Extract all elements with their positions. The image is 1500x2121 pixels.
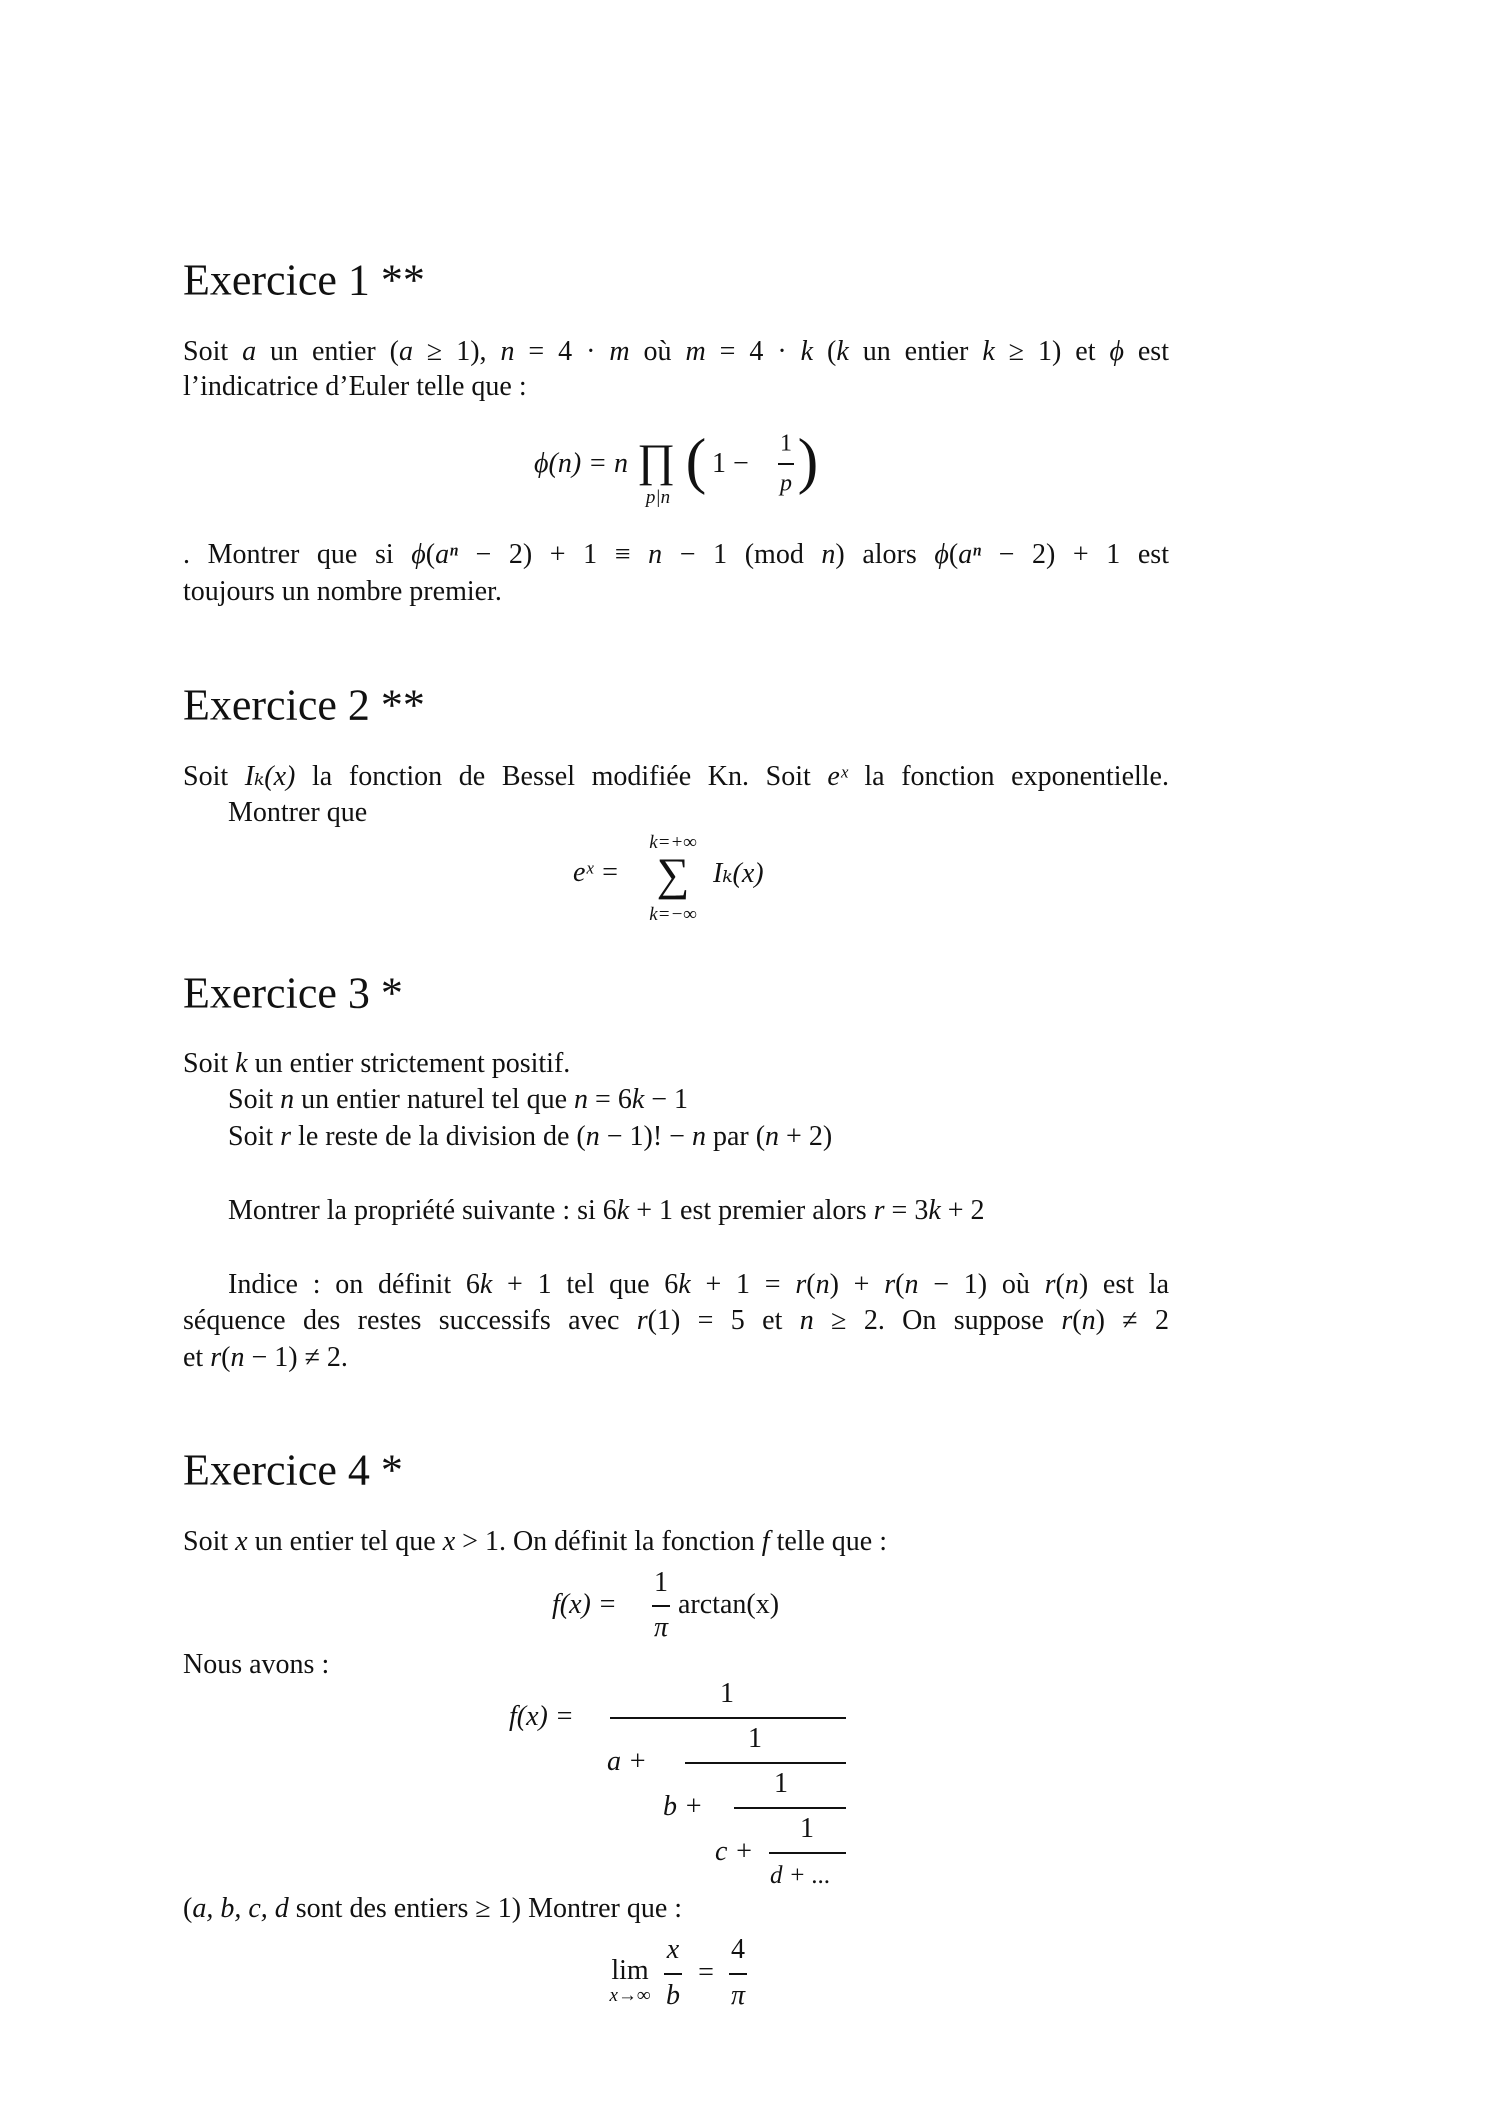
- text-segment: = 4 ·: [705, 336, 801, 367]
- term-c: c +: [715, 1836, 754, 1867]
- text-segment: séquence des restes successifs avec: [183, 1305, 637, 1336]
- formula-lhs: ϕ(n) = n: [534, 448, 629, 479]
- numerator: 1: [774, 1768, 788, 1799]
- math-symbol: r: [280, 1121, 292, 1152]
- text-segment: + 2): [779, 1121, 833, 1152]
- formula-lhs: f(x) =: [552, 1589, 617, 1620]
- fraction-numerator: 1: [780, 430, 792, 457]
- text-segment: la fonction de Bessel modifiée Kn. Soit: [295, 761, 828, 792]
- math-symbol: n: [904, 1269, 919, 1300]
- text-line: [183, 759, 1169, 793]
- text-segment: (: [183, 1893, 193, 1924]
- math-symbol: ϕ: [411, 539, 426, 570]
- numerator: 1: [720, 1678, 734, 1709]
- math-symbol: n: [230, 1342, 245, 1373]
- term-d: d + ...: [770, 1862, 831, 1889]
- text-segment: − 2) + 1 ≡: [457, 539, 649, 570]
- math-symbol: r: [795, 1269, 807, 1300]
- math-symbol: r: [1044, 1269, 1056, 1300]
- fraction-numerator: x: [666, 1934, 680, 1965]
- text-segment: (: [1072, 1305, 1082, 1336]
- text-segment: (: [221, 1342, 231, 1373]
- text-segment: Soit: [183, 761, 245, 792]
- fraction-bar: [729, 1973, 747, 1975]
- text-segment: un entier: [848, 336, 983, 367]
- formula-term: 1 −: [712, 448, 749, 479]
- fraction-denominator: π: [730, 1980, 746, 2011]
- text-segment: par (: [705, 1121, 766, 1152]
- math-symbol: eˣ: [827, 761, 848, 792]
- fraction-denominator: p: [780, 470, 792, 497]
- text-segment: Soit: [228, 1121, 281, 1152]
- math-symbol: aⁿ: [435, 539, 458, 570]
- math-symbol: a: [398, 336, 413, 367]
- math-symbol: n: [585, 1121, 600, 1152]
- math-symbol: k: [616, 1195, 630, 1226]
- math-symbol: r: [884, 1269, 896, 1300]
- text-segment: ) alors: [835, 539, 935, 570]
- text-segment: (: [425, 539, 436, 570]
- text-line: [183, 539, 1169, 571]
- text-segment: un entier (: [256, 336, 399, 367]
- text-segment: (: [895, 1269, 905, 1300]
- equals-sign: =: [698, 1957, 714, 1988]
- math-symbol: r: [210, 1342, 222, 1373]
- text-line: [183, 371, 1169, 403]
- math-symbol: ϕ: [1109, 336, 1124, 367]
- text-segment: ) +: [829, 1269, 885, 1300]
- text-segment: (: [806, 1269, 816, 1300]
- text-segment: Montrer que: [228, 797, 368, 828]
- text-segment: − 1 (mod: [662, 539, 822, 570]
- math-symbol: k: [235, 1048, 248, 1079]
- math-symbol: r: [636, 1305, 648, 1336]
- exercise-2-title: Exercice 2 **: [183, 680, 425, 730]
- text-segment: la fonction exponentielle.: [847, 761, 1169, 792]
- math-symbol: n: [815, 1269, 830, 1300]
- math-symbol: n: [691, 1121, 706, 1152]
- text-segment: > 1. On définit la fonction: [455, 1526, 762, 1557]
- math-symbol: n: [280, 1084, 295, 1115]
- product-subscript: p|n: [645, 487, 671, 508]
- text-segment: ≥ 1) et: [994, 336, 1110, 367]
- text-line: [183, 1305, 1169, 1337]
- text-segment: + 2: [940, 1195, 985, 1226]
- text-segment: un entier tel que: [247, 1526, 443, 1557]
- math-symbol: n: [821, 539, 836, 570]
- text-line: [183, 1526, 1169, 1558]
- text-line: [228, 1269, 1169, 1301]
- sum-lower-limit: k=−∞: [649, 904, 697, 925]
- text-segment: ) ≠ 2: [1095, 1305, 1169, 1336]
- text-segment: − 1: [644, 1084, 689, 1115]
- text-segment: est: [1123, 336, 1169, 367]
- text-segment: un entier naturel tel que: [294, 1084, 575, 1115]
- text-segment: + 1 =: [690, 1269, 796, 1300]
- math-symbol: n: [574, 1084, 589, 1115]
- math-symbol: x: [235, 1526, 248, 1557]
- formula-lhs: eˣ =: [573, 857, 620, 888]
- math-symbol: a: [242, 336, 257, 367]
- math-symbol: k: [836, 336, 849, 367]
- math-symbol: a, b, c, d: [192, 1893, 289, 1924]
- text-line: [228, 1084, 1169, 1116]
- text-segment: Nous avons :: [183, 1649, 330, 1680]
- fraction-bar: [664, 1973, 682, 1975]
- text-segment: = 4 ·: [514, 336, 610, 367]
- text-line: [183, 1048, 1169, 1080]
- math-symbol: k: [928, 1195, 941, 1226]
- text-segment: − 1) où: [918, 1269, 1045, 1300]
- sum-upper-limit: k=+∞: [649, 832, 697, 853]
- math-symbol: n: [1064, 1269, 1079, 1300]
- formula-rhs: Iₖ(x): [713, 858, 764, 889]
- math-symbol: Iₖ(x): [244, 761, 296, 792]
- right-paren: ): [797, 427, 819, 496]
- math-symbol: n: [648, 539, 663, 570]
- math-symbol: n: [799, 1305, 814, 1336]
- text-segment: . Montrer que si: [183, 539, 412, 570]
- text-segment: = 6: [588, 1084, 632, 1115]
- math-symbol: f: [761, 1526, 770, 1557]
- text-segment: ) est la: [1078, 1269, 1169, 1300]
- fraction-bar: [734, 1807, 846, 1809]
- term-b: b +: [663, 1791, 703, 1822]
- text-segment: − 1)! −: [599, 1121, 692, 1152]
- math-symbol: n: [765, 1121, 780, 1152]
- fraction-numerator: 1: [654, 1567, 668, 1598]
- text-segment: (: [813, 336, 837, 367]
- text-segment: ≥ 1),: [412, 336, 501, 367]
- text-segment: (: [1055, 1269, 1065, 1300]
- text-segment: et: [183, 1342, 211, 1373]
- product-symbol: ∏: [637, 434, 675, 486]
- text-segment: Soit: [183, 1526, 236, 1557]
- math-symbol: n: [1081, 1305, 1096, 1336]
- text-segment: Soit: [183, 336, 243, 367]
- math-symbol: x: [442, 1526, 456, 1557]
- term-a: a +: [607, 1746, 647, 1777]
- text-segment: ≥ 2. On suppose: [813, 1305, 1062, 1336]
- math-symbol: r: [873, 1195, 885, 1226]
- text-segment: (: [948, 539, 959, 570]
- math-symbol: ϕ: [934, 539, 949, 570]
- text-segment: toujours un nombre premier.: [183, 576, 502, 607]
- text-segment: où: [629, 336, 686, 367]
- exercise-3-title: Exercice 3 *: [183, 968, 403, 1018]
- text-segment: − 1) ≠ 2.: [244, 1342, 348, 1373]
- fraction-bar: [652, 1605, 670, 1607]
- text-line: [228, 1121, 1169, 1153]
- text-segment: Soit: [183, 1048, 236, 1079]
- text-segment: = 3: [884, 1195, 929, 1226]
- text-line: [228, 1195, 1169, 1227]
- text-segment: Soit: [228, 1084, 281, 1115]
- numerator: 1: [800, 1813, 814, 1844]
- numerator: 1: [748, 1723, 762, 1754]
- text-line: [183, 1893, 1169, 1925]
- formula-lhs: f(x) =: [509, 1701, 574, 1732]
- exercise-1-title: Exercice 1 **: [183, 255, 425, 305]
- text-segment: sont des entiers ≥ 1) Montrer que :: [288, 1893, 683, 1924]
- math-symbol: m: [609, 336, 630, 367]
- text-line: [183, 1342, 1169, 1374]
- sum-symbol: ∑: [656, 848, 690, 900]
- text-segment: + 1 est premier alors: [629, 1195, 874, 1226]
- math-symbol: k: [479, 1269, 493, 1300]
- left-paren: (: [685, 427, 707, 496]
- math-symbol: m: [685, 336, 706, 367]
- math-symbol: k: [800, 336, 814, 367]
- text-line: [228, 797, 1169, 829]
- text-line: [183, 1649, 1169, 1681]
- text-segment: − 2) + 1 est: [981, 539, 1169, 570]
- text-segment: Indice : on définit 6: [228, 1269, 480, 1300]
- text-line: [183, 336, 1169, 368]
- lim-operator: lim: [611, 1955, 649, 1986]
- math-symbol: r: [1061, 1305, 1073, 1336]
- text-segment: un entier strictement positif.: [247, 1048, 571, 1079]
- fraction-denominator: b: [666, 1980, 680, 2011]
- fraction-bar: [610, 1717, 846, 1719]
- math-symbol: k: [631, 1084, 645, 1115]
- math-symbol: k: [982, 336, 995, 367]
- math-symbol: aⁿ: [958, 539, 982, 570]
- text-segment: l’indicatrice d’Euler telle que :: [183, 371, 527, 402]
- text-segment: (1) = 5 et: [647, 1305, 800, 1336]
- fraction-numerator: 4: [731, 1934, 745, 1965]
- fraction-bar: [769, 1852, 846, 1854]
- fraction-bar: [778, 463, 794, 465]
- lim-subscript: x→∞: [609, 1985, 651, 2006]
- text-segment: + 1 tel que 6: [492, 1269, 679, 1300]
- fraction-bar: [685, 1762, 846, 1764]
- exercise-4-title: Exercice 4 *: [183, 1445, 403, 1495]
- text-line: [183, 576, 1169, 608]
- text-segment: telle que :: [769, 1526, 887, 1557]
- text-segment: Montrer la propriété suivante : si 6: [228, 1195, 617, 1226]
- math-symbol: k: [678, 1269, 691, 1300]
- formula-rhs: arctan(x): [678, 1589, 780, 1620]
- math-symbol: n: [500, 336, 515, 367]
- fraction-denominator: π: [653, 1612, 669, 1643]
- text-segment: le reste de la division de (: [291, 1121, 586, 1152]
